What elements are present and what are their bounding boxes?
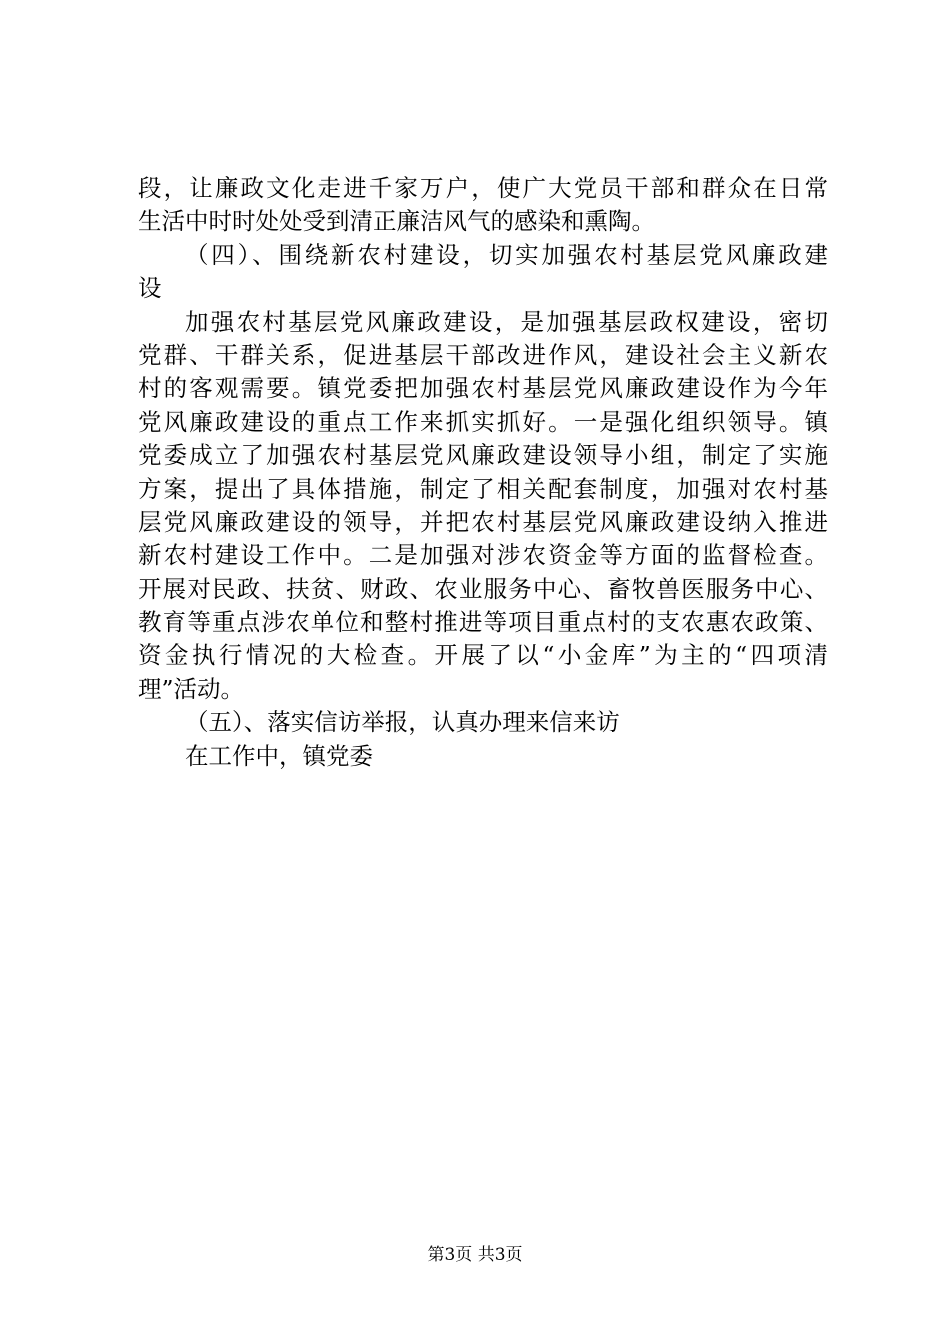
text-line: 层党风廉政建设的领导，并把农村基层党风廉政建设纳入推进 [138,507,828,536]
text-line: 党风廉政建设的重点工作来抓实抓好。一是强化组织领导。镇 [138,407,828,436]
text-line: 开展对民政、扶贫、财政、农业服务中心、畜牧兽医服务中心、 [138,574,828,603]
text-line: 新农村建设工作中。二是加强对涉农资金等方面的监督检查。 [138,541,828,570]
text-line: （四）、围绕新农村建设，切实加强农村基层党风廉政建 [185,240,828,269]
text-line: 在工作中，镇党委 [185,741,373,770]
text-line: 加强农村基层党风廉政建设，是加强基层政权建设，密切 [185,307,828,336]
text-line: （五）、落实信访举报，认真办理来信来访 [185,708,620,737]
text-line: 理”活动。 [138,674,245,703]
text-line: 生活中时时处处受到清正廉洁风气的感染和熏陶。 [138,207,655,236]
text-line: 党群、干群关系，促进基层干部改进作风，建设社会主义新农 [138,340,828,369]
text-line: 段，让廉政文化走进千家万户，使广大党员干部和群众在日常 [138,174,828,202]
text-line: 资金执行情况的大检查。开展了以“小金库”为主的“四项清 [138,641,828,670]
text-line: 党委成立了加强农村基层党风廉政建设领导小组，制定了实施 [138,441,828,470]
page-footer: 第3页 共3页 [427,1245,523,1265]
text-line: 村的客观需要。镇党委把加强农村基层党风廉政建设作为今年 [138,374,828,403]
document-body [138,172,828,773]
text-line: 方案，提出了具体措施，制定了相关配套制度，加强对农村基 [138,474,828,503]
text-line: 设 [138,274,162,303]
text-line: 教育等重点涉农单位和整村推进等项目重点村的支农惠农政策、 [138,608,828,637]
